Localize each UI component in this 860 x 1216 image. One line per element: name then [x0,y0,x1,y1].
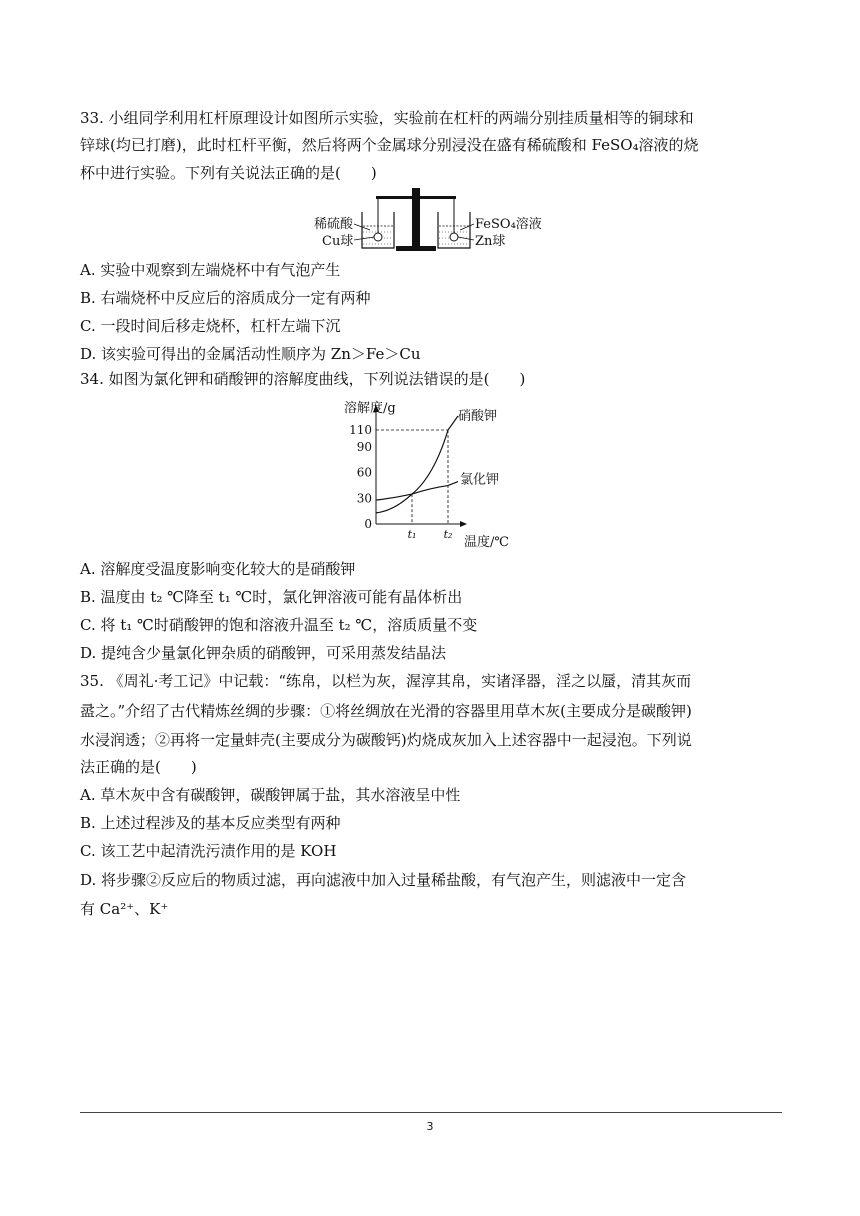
q35-option-d: D. 将步骤②反应后的物质过滤，再向滤液中加入过量稀盐酸，有气泡产生，则滤液中一定含 [80,871,687,889]
y-tick-label: 90 [356,440,372,455]
y-tick-label: 60 [356,465,372,480]
q33-option-a: A. 实验中观察到左端烧杯中有气泡产生 [80,261,341,279]
y-tick-label: 0 [364,517,372,531]
q34-line-1: 34. 如图为氯化钾和硝酸钾的溶解度曲线，下列说法错误的是( ) [80,370,526,388]
x-tick-label: t₁ [407,528,417,541]
label-left-solution: 稀硫酸 [314,217,354,232]
lever-stand-icon [376,188,456,251]
chart-xlabel: 温度/℃ [464,535,509,550]
solubility-chart [336,396,526,550]
footer-divider [80,1112,782,1113]
q34-option-b: B. 温度由 t₂ ℃降至 t₁ ℃时，氯化钾溶液可能有晶体析出 [80,588,463,606]
y-tick-label: 110 [349,423,372,437]
q33-line-2: 锌球(均已打磨)，此时杠杆平衡，然后将两个金属球分别浸没在盛有稀硫酸和 FeSO₄溶液的烧 [80,136,699,154]
label-left-ball: Cu球 [322,234,354,249]
y-tick-label: 30 [356,491,372,506]
label-right-ball: Zn球 [475,234,506,249]
page-number: 3 [426,1120,434,1133]
series-kcl-line [376,482,458,501]
q33-line-1: 33. 小组同学利用杠杆原理设计如图所示实验，实验前在杠杆的两端分别挂质量相等的铜球和 [80,109,694,127]
q34-option-d: D. 提纯含少量氯化钾杂质的硝酸钾，可采用蒸发结晶法 [80,644,447,662]
q35-option-a: A. 草木灰中含有碳酸钾，碳酸钾属于盐，其水溶液呈中性 [80,786,461,804]
q33-line-3: 杯中进行实验。下列有关说法正确的是( ) [80,164,377,182]
q35-option-c: C. 该工艺中起清洗污渍作用的是 KOH [80,842,337,860]
q35-option-b: B. 上述过程涉及的基本反应类型有两种 [80,814,341,832]
q35-line-4: 法正确的是( ) [80,758,197,776]
q35-line-2: 盝之。”介绍了古代精炼丝绸的步骤：①将丝绸放在光滑的容器里用草木灰(主要成分是碳酸钾) [80,702,692,720]
lever-apparatus-figure [312,186,560,254]
x-tick-label: t₂ [443,528,453,541]
q34-option-c: C. 将 t₁ ℃时硝酸钾的饱和溶液升温至 t₂ ℃，溶质质量不变 [80,616,478,634]
q35-line-1: 35. 《周礼·考工记》中记载：“练帛，以栏为灰，渥淳其帛，实诸泽器，淫之以蜃，清其灰而 [80,672,692,690]
q33-option-b: B. 右端烧杯中反应后的溶质成分一定有两种 [80,289,371,307]
chart-ylabel: 溶解度/g [344,401,396,416]
q34-option-a: A. 溶解度受温度影响变化较大的是硝酸钾 [80,560,356,578]
q35-option-d-cont: 有 Ca²⁺、K⁺ [80,900,169,918]
label-right-solution: FeSO₄溶液 [475,217,542,232]
q33-option-d: D. 该实验可得出的金属活动性顺序为 Zn＞Fe＞Cu [80,345,421,363]
series-kcl-label: 氯化钾 [460,472,500,488]
q35-line-3: 水浸润透；②再将一定量蚌壳(主要成分为碳酸钙)灼烧成灰加入上述容器中一起浸泡。下列说 [80,731,692,749]
series-kno3-label: 硝酸钾 [458,409,498,424]
q33-option-c: C. 一段时间后移走烧杯，杠杆左端下沉 [80,317,341,335]
